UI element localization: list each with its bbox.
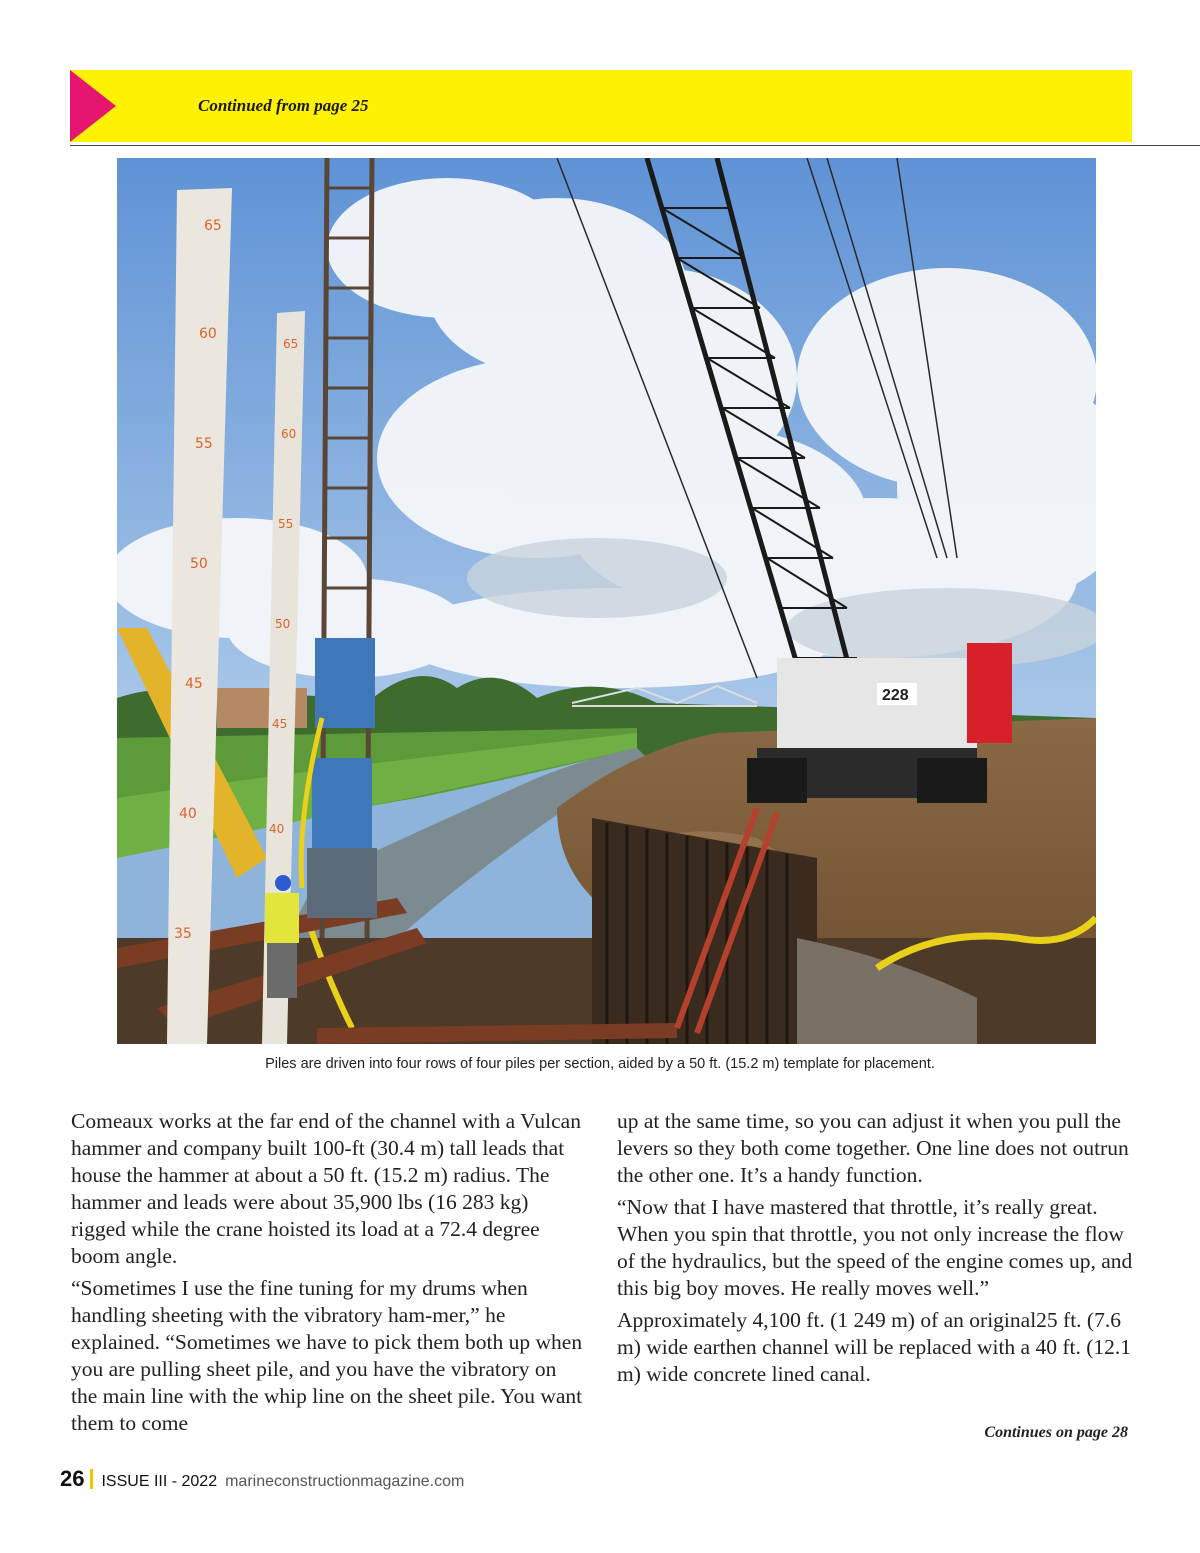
pile-mark: 65 xyxy=(204,218,222,234)
pile-mark: 50 xyxy=(275,617,291,631)
crane-number: 228 xyxy=(882,687,909,704)
pile-mark: 60 xyxy=(199,326,217,342)
site-url: marineconstructionmagazine.com xyxy=(225,1473,465,1490)
article-column-left xyxy=(71,1108,583,1442)
photo-caption: Piles are driven into four rows of four piles per section, aided by a 50 ft. (15.2 m) template for placement. xyxy=(265,1056,935,1072)
paragraph: “Now that I have mastered that throttle, it’s really great. When you spin that throttle, you not only increase the flow of the hydraulics, but the speed of the engine comes up, and this big boy moves. He really moves well.” xyxy=(617,1195,1133,1300)
banner-triangle-icon xyxy=(70,70,116,142)
paragraph: up at the same time, so you can adjust it when you pull the levers so they both come together. One line does not outrun the other one. It’s a handy function. xyxy=(617,1109,1129,1187)
pile-mark: 60 xyxy=(281,427,297,441)
page-footer xyxy=(60,1466,464,1492)
worker-figure xyxy=(265,875,299,998)
pile-mark: 65 xyxy=(283,337,299,351)
pile-mark: 40 xyxy=(269,822,285,836)
footer-separator xyxy=(90,1469,93,1489)
paragraph: “Sometimes I use the fine tuning for my drums when handling sheeting with the vibratory ham-mer,” he explained. “Sometimes we have to pick them both up when you are pulling sheet pile, and you have the vibratory on the main line with the whip line on the sheet pile. You want them to come xyxy=(71,1276,583,1435)
continues-on-label: Continues on page 28 xyxy=(984,1424,1128,1441)
pile-mark: 45 xyxy=(185,676,203,692)
construction-photo xyxy=(117,158,1096,1044)
pile-mark: 40 xyxy=(179,806,197,822)
pile-mark: 45 xyxy=(272,717,288,731)
paragraph: Approximately 4,100 ft. (1 249 m) of an original25 ft. (7.6 m) wide earthen channel will be replaced with a 40 ft. (12.1 m) wide concrete lined canal. xyxy=(617,1308,1132,1386)
pile-mark: 50 xyxy=(190,556,208,572)
pile-mark: 55 xyxy=(278,517,294,531)
issue-label: ISSUE III - 2022 xyxy=(101,1473,218,1490)
pile-mark: 35 xyxy=(174,926,192,942)
continued-from-label: Continued from page 25 xyxy=(198,96,369,115)
paragraph: Comeaux works at the far end of the channel with a Vulcan hammer and company built 100-ft (30.4 m) tall leads that house the hammer at about a 50 ft. (15.2 m) radius. The hammer and leads were about 35,900 lbs (16 283 kg) rigged while the crane hoisted its load at a 72.4 degree boom angle. xyxy=(71,1109,581,1268)
header-rule xyxy=(70,145,1200,146)
article-column-right xyxy=(617,1108,1137,1393)
page-number: 26 xyxy=(60,1466,85,1491)
pile-mark: 55 xyxy=(195,436,213,452)
